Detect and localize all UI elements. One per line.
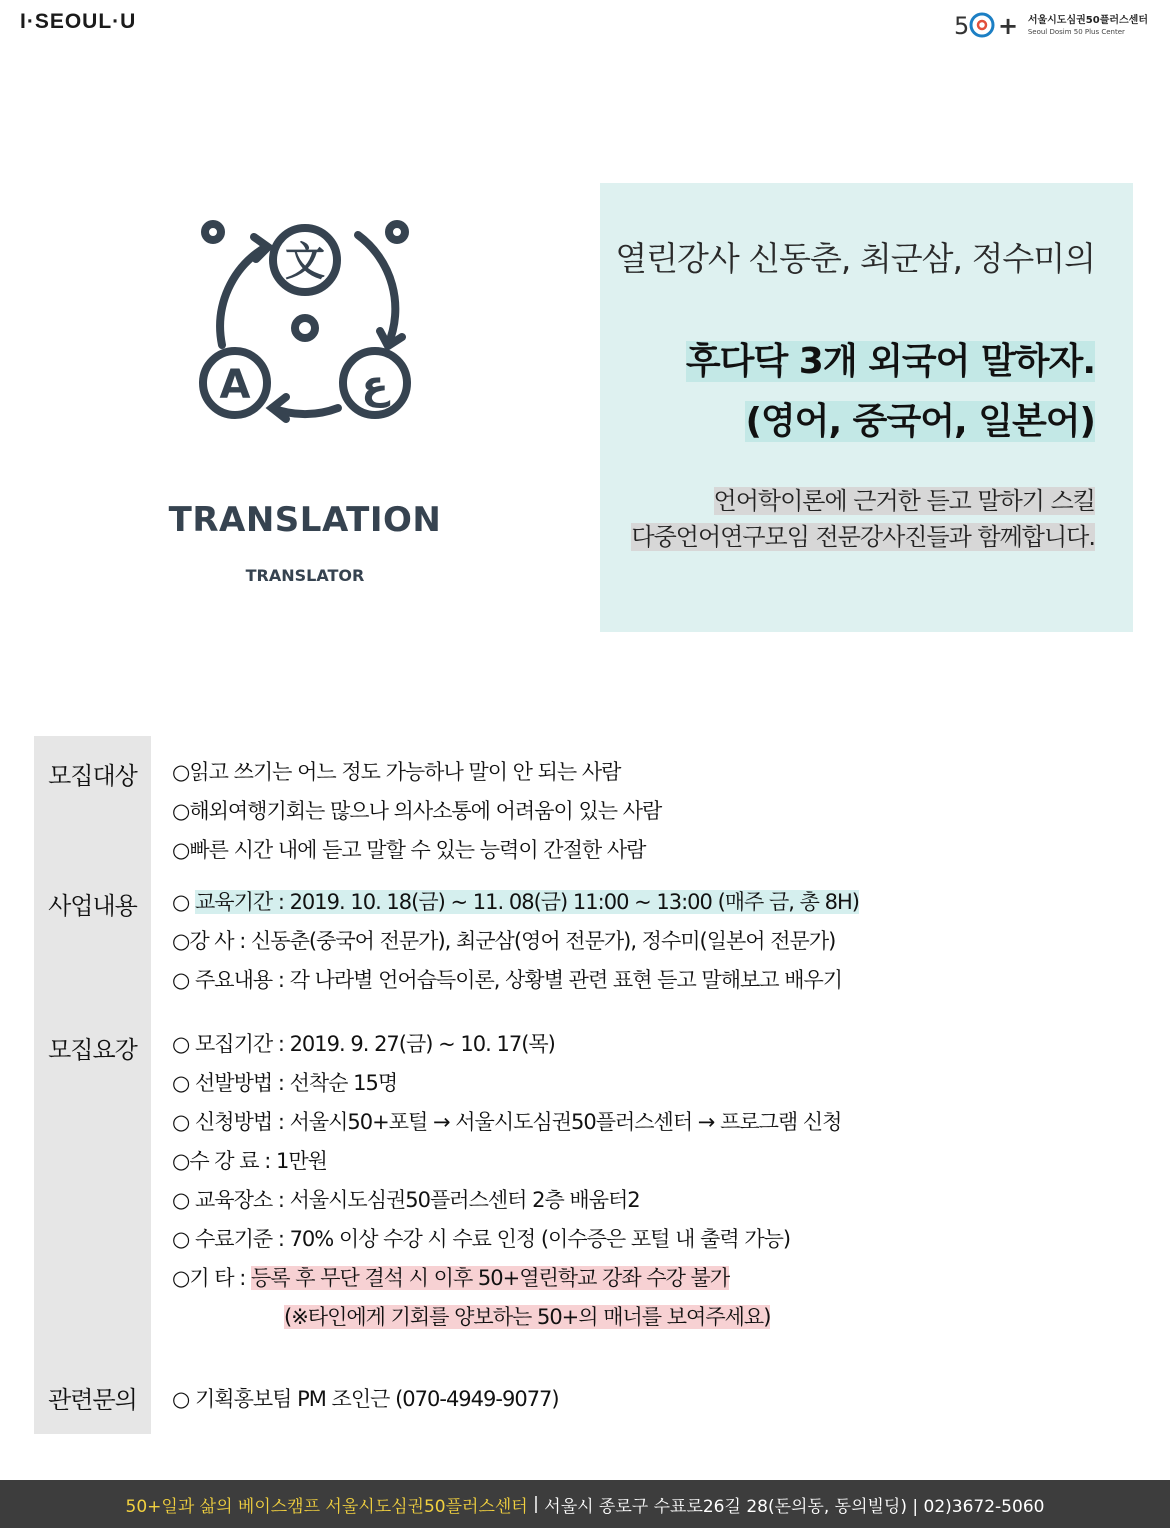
recruit-item-1: ○ 모집기간 : 2019. 9. 27(금) ~ 10. 17(목): [172, 1032, 555, 1056]
contact-item: ○ 기획홍보팀 PM 조인근 (070-4949-9077): [172, 1387, 559, 1411]
recruit-etc: [172, 1262, 729, 1292]
target-item-3: ○빠른 시간 내에 듣고 말할 수 있는 능력이 간절한 사람: [172, 838, 646, 862]
svg-text:+: +: [997, 12, 1018, 40]
recruit-item-6: ○ 수료기준 : 70% 이상 수강 시 수료 인정 (이수증은 포털 내 출력 가능): [172, 1227, 791, 1251]
hero-languages: (영어, 중국어, 일본어): [745, 401, 1095, 442]
brand-title: TRANSLATION: [168, 500, 442, 540]
hero-box: [600, 183, 1133, 632]
footer: [0, 1480, 1170, 1528]
svg-text:5: 5: [953, 12, 970, 40]
label-recruit: 모집요강: [48, 1036, 137, 1064]
logo-text: I·SEOUL·U: [20, 10, 137, 33]
center-name-ko: 서울시도심권50플러스센터: [1027, 14, 1148, 26]
label-business: 사업내용: [48, 892, 137, 920]
center-logo: [954, 8, 1148, 42]
label-target: 모집대상: [48, 762, 137, 790]
etc-text-1: 등록 후 무단 결석 시 이후 50+열린학교 강좌 수강 불가: [251, 1266, 730, 1290]
hero-desc-1: 언어학이론에 근거한 듣고 말하기 스킬: [713, 487, 1095, 515]
arabic-glyph: ع: [361, 362, 389, 408]
recruit-item-4: ○수 강 료 : 1만원: [172, 1149, 327, 1173]
recruit-item-5: ○ 교육장소 : 서울시도심권50플러스센터 2층 배움터2: [172, 1188, 640, 1212]
section-label-bar: [34, 736, 151, 1434]
footer-tagline: 50+일과 삶의 베이스캠프 서울시도심권50플러스센터: [125, 1496, 528, 1517]
footer-separator: |: [527, 1494, 545, 1514]
bullet: ○: [172, 890, 195, 914]
translation-icon: [190, 205, 430, 445]
hero-instructors: 열린강사 신동춘, 최군삼, 정수미의: [615, 239, 1095, 278]
chinese-glyph: 文: [285, 239, 325, 285]
target-item-1: ○읽고 쓰기는 어느 정도 가능하나 말이 안 되는 사람: [172, 760, 621, 784]
i-seoul-u-logo: [20, 10, 136, 34]
etc-text-2: (※타인에게 기회를 양보하는 50+의 매너를 보여주세요): [284, 1305, 771, 1329]
center-name-en: Seoul Dosim 50 Plus Center: [1027, 27, 1125, 36]
footer-address: 서울시 종로구 수표로26길 28(돈의동, 동의빌딩) | 02)3672-5060: [544, 1496, 1045, 1517]
business-instructor: ○강 사 : 신동춘(중국어 전문가), 최군삼(영어 전문가), 정수미(일본어 전문가): [172, 929, 836, 953]
latin-glyph: A: [219, 362, 251, 408]
etc-label: ○기 타 :: [172, 1266, 251, 1290]
fifty-plus-logo-icon: [954, 8, 1022, 42]
brand-subtitle: TRANSLATOR: [245, 566, 365, 585]
label-contact: 관련문의: [48, 1386, 137, 1414]
target-item-2: ○해외여행기회는 많으나 의사소통에 어려움이 있는 사람: [172, 799, 662, 823]
period-text: 교육기간 : 2019. 10. 18(금) ~ 11. 08(금) 11:00 ~ 13:00 (매주 금, 총 8H): [195, 890, 859, 914]
business-content: ○ 주요내용 : 각 나라별 언어습득이론, 상황별 관련 표현 듣고 말해보고 배우기: [172, 968, 843, 992]
hero-desc-2: 다중언어연구모임 전문강사진들과 함께합니다.: [631, 523, 1095, 551]
recruit-item-3: ○ 신청방법 : 서울시50+포털 → 서울시도심권50플러스센터 → 프로그램 신청: [172, 1110, 842, 1134]
hero-headline: 후다닥 3개 외국어 말하자.: [685, 341, 1095, 382]
recruit-etc-note: [284, 1301, 770, 1331]
recruit-item-2: ○ 선발방법 : 선착순 15명: [172, 1071, 398, 1095]
business-period: [172, 886, 859, 916]
